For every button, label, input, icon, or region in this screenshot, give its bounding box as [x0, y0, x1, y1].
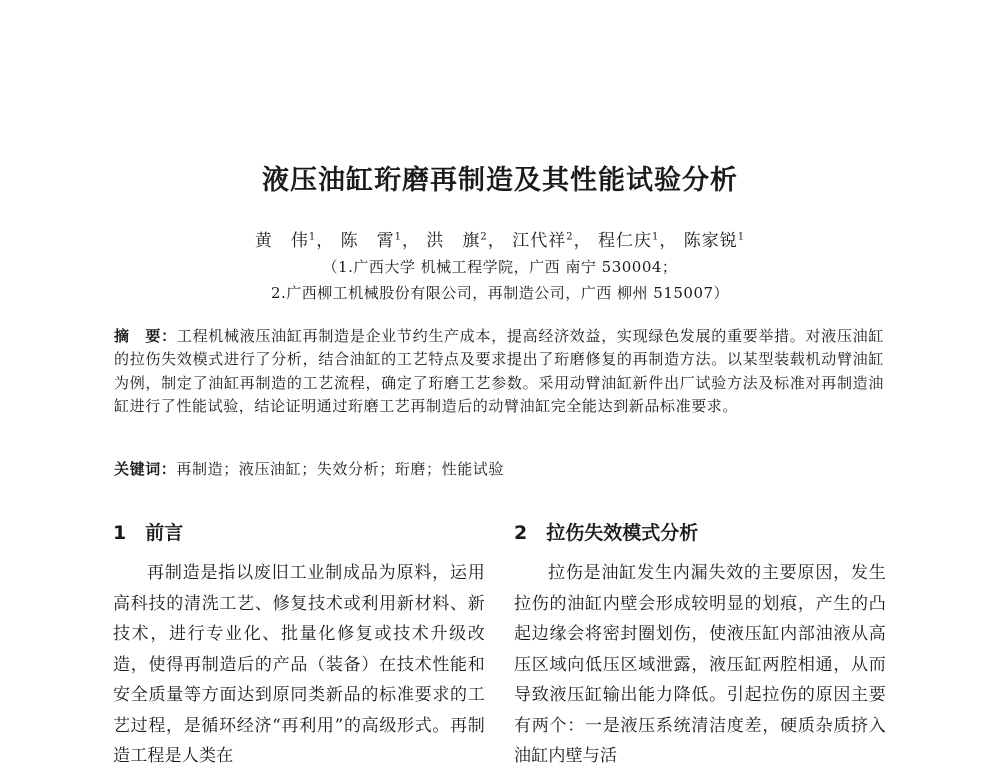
author-affiliation-mark: 1 — [651, 231, 660, 243]
author-list — [0, 226, 1000, 251]
author-affiliation-mark: 1 — [308, 231, 317, 243]
keywords-text: 再制造；液压油缸；失效分析；珩磨；性能试验 — [176, 460, 505, 478]
author-affiliation-mark: 2 — [566, 231, 574, 243]
author-separator: ， — [659, 231, 678, 251]
keywords — [114, 458, 884, 479]
section-heading: 1 前言 — [113, 522, 184, 544]
author-name: 程仁庆 — [597, 231, 652, 251]
section-failure-analysis — [514, 522, 886, 772]
author-affiliation-mark: 1 — [394, 231, 403, 243]
author-affiliation-mark: 1 — [737, 231, 746, 243]
paper-title: 液压油缸珩磨再制造及其性能试验分析 — [262, 165, 738, 196]
author-separator: ， — [487, 231, 506, 251]
author-separator: ， — [402, 231, 421, 251]
abstract-label: 摘 要： — [114, 327, 177, 345]
author-separator: ， — [316, 231, 335, 251]
section-heading: 2 拉伤失效模式分析 — [514, 522, 699, 544]
author-affiliation-mark: 2 — [480, 231, 488, 243]
author-name: 陈家锐 — [683, 231, 738, 251]
abstract — [114, 325, 884, 419]
author-name: 黄 伟 — [254, 231, 309, 251]
author-separator: ， — [573, 231, 592, 251]
affiliation-line: 2.广西柳工机械股份有限公司，再制造公司，广西 柳州 515007） — [270, 284, 730, 302]
keywords-label: 关键词： — [114, 460, 177, 478]
author-name: 洪 旗 — [426, 231, 481, 251]
section-introduction — [113, 522, 485, 772]
abstract-text: 工程机械液压油缸再制造是企业节约生产成本，提高经济效益，实现绿色发展的重要举措。对液压油缸的拉伤失效模式进行了分析，结合油缸的工艺特点及要求提出了珩磨修复的再制造方法。以某型装载机动臂油缸为例，制定了油缸再制造的工艺流程，确定了珩磨工艺参数。采用动臂油缸新件出厂试验方法及标准对再制造油缸进行了性能试验，结论证明通过珩磨工艺再制造后的动臂油缸完全能达到新品标准要求。 — [114, 327, 884, 416]
section-body: 再制造是指以废旧工业制成品为原料，运用高科技的清洗工艺、修复技术或利用新材料、新技术，进行专业化、批量化修复或技术升级改造，使得再制造后的产品（装备）在技术性能和安全质量等方面达到原同类新品的标准要求的工艺过程，是循环经济“再利用”的高级形式。再制造工程是人类在 — [113, 563, 485, 766]
section-body: 拉伤是油缸发生内漏失效的主要原因，发生拉伤的油缸内壁会形成较明显的划痕，产生的凸起边缘会将密封圈划伤，使液压缸内部油液从高压区域向低压区域泄露，液压缸两腔相通，从而导致液压缸输出能力降低。引起拉伤的原因主要有两个：一是液压系统清洁度差，硬质杂质挤入油缸内壁与活 — [514, 563, 886, 766]
author-name: 陈 霄 — [340, 231, 395, 251]
affiliation-line: （1.广西大学 机械工程学院，广西 南宁 530004； — [322, 258, 678, 276]
author-name: 江代祥 — [512, 231, 567, 251]
